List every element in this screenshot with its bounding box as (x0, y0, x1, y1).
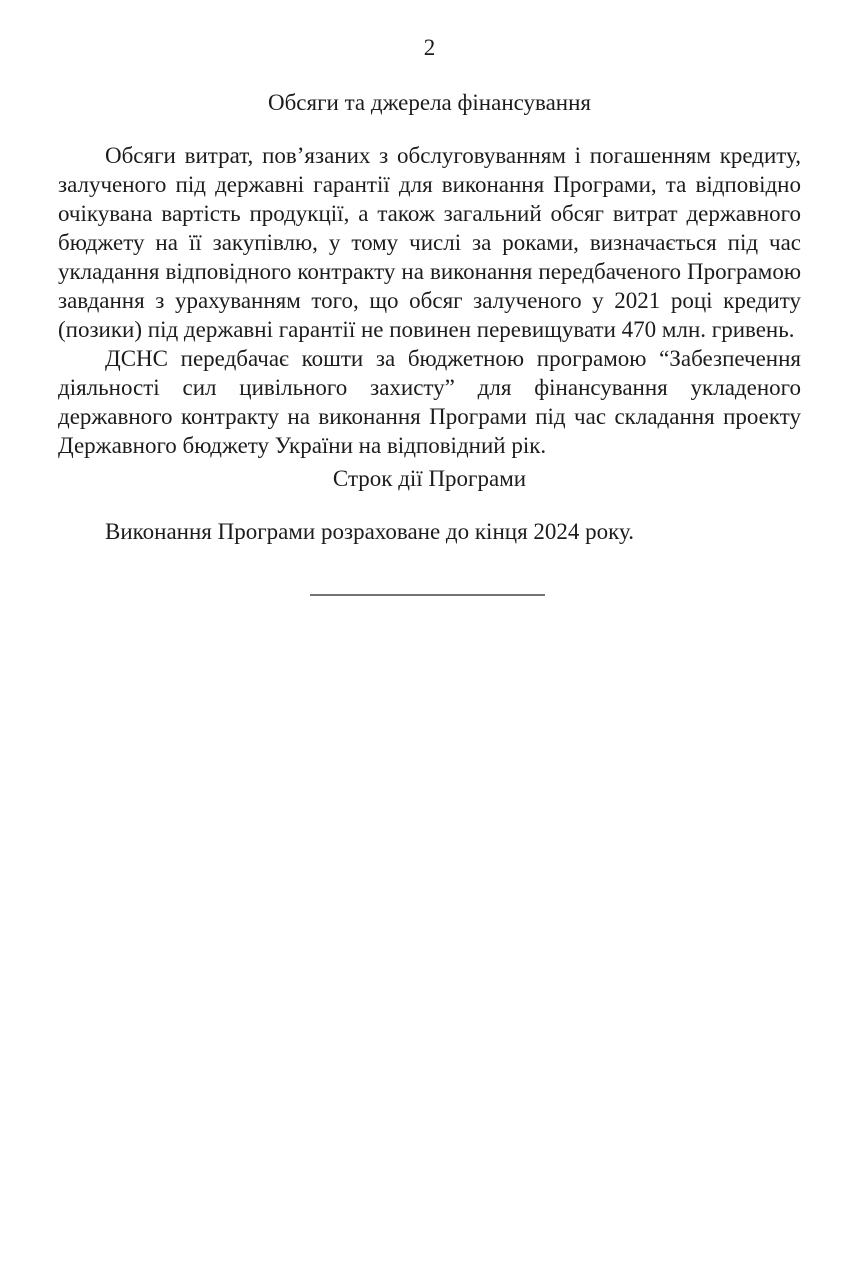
paragraph-financing-1: Обсяги витрат, пов’язаних з обслуговуванням і погашенням кредиту, залученого під державні гарантії для виконання Програми, та відповідно очікувана вартість продукції, а також загальний обсяг витрат державного бюджету на її закупівлю, у тому числі за роками, визначається під час укладання відповідного контракту на виконання передбаченого Програмою завдання з урахуванням того, що обсяг залученого у 2021 році кредиту (позики) під державні гарантії не повинен перевищувати 470 млн. гривень. (58, 143, 801, 342)
section-heading-financing: Обсяги та джерела фінансування (267, 90, 591, 115)
signature-line (310, 594, 545, 596)
paragraph-financing-2: ДСНС передбачає кошти за бюджетною програмою “Забезпечення діяльності сил цивільного захисту” для фінансування укладеного державного контракту на виконання Програми під час складання проекту Державного бюджету України на відповідний рік. (58, 346, 801, 458)
paragraph-duration: Виконання Програми розраховане до кінця 2024 року. (105, 519, 634, 544)
page-number: 2 (423, 35, 436, 60)
section-heading-duration: Строк дії Програми (332, 466, 527, 491)
